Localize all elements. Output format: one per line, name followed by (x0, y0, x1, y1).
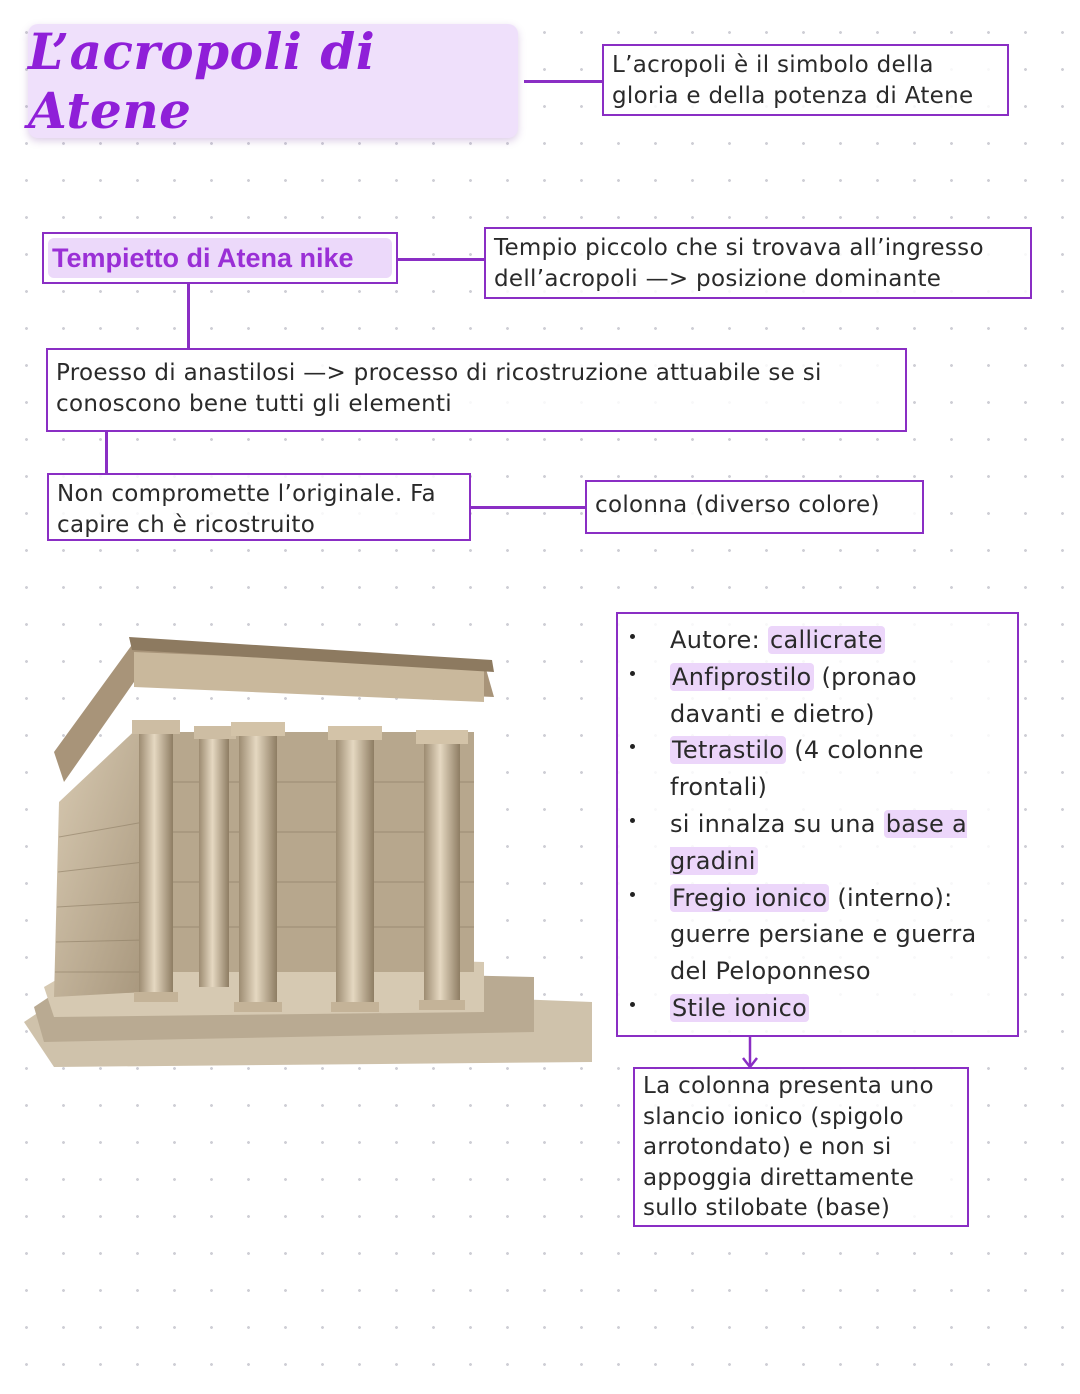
connector-anastilosi (187, 284, 190, 348)
fact-item (626, 990, 1009, 1027)
anastilosi-line1: Proesso di anastilosi —> processo di ricostruzione attuabile se si (56, 360, 822, 386)
anastilosi-line2: conoscono bene tutti gli elementi (56, 391, 452, 417)
fact-highlight: Anfiprostilo (672, 662, 812, 691)
fact-item (626, 659, 1009, 733)
temple-name-box (42, 232, 398, 284)
temple-note-line1: Tempio piccolo che si trovava all’ingresso (494, 235, 984, 261)
column-detail-line5: sullo stilobate (base) (643, 1195, 891, 1221)
column-note (585, 480, 924, 534)
column-note-text: colonna (diverso colore) (595, 492, 880, 518)
title-card (28, 24, 518, 138)
fact-rest: (4 colonne frontali) (670, 736, 924, 802)
fact-highlight: Fregio ionico (672, 883, 828, 912)
fact-highlight: callicrate (769, 626, 883, 654)
acropolis-note-line1: L’acropoli è il simbolo della (612, 52, 934, 78)
temple-note-line2: dell’acropoli —> posizione dominante (494, 266, 942, 292)
original-note (47, 473, 471, 541)
bullet-icon (630, 1002, 635, 1007)
acropolis-note-line2: gloria e della potenza di Atene (612, 83, 974, 109)
facts-list (626, 622, 1009, 1027)
fact-item (626, 806, 1009, 880)
column-detail-line4: appoggia direttamente (643, 1164, 915, 1191)
connector-column (471, 506, 585, 509)
column-detail (633, 1067, 969, 1227)
bullet-icon (630, 634, 635, 639)
bullet-icon (630, 892, 635, 897)
fact-item (626, 880, 1009, 990)
column-detail-line1: La colonna presenta uno (643, 1073, 934, 1099)
arrow-down-icon (740, 1036, 760, 1070)
anastilosi-note (46, 348, 907, 432)
temple-name: Tempietto di Atena nike (48, 238, 392, 278)
fact-item (626, 622, 1009, 659)
fact-prefix: si innalza su una (670, 809, 884, 838)
original-note-line1: Non compromette l’originale. Fa (57, 481, 436, 507)
fact-highlight: Stile ionico (672, 993, 808, 1022)
fact-item (626, 732, 1009, 806)
facts-box (616, 612, 1019, 1037)
fact-highlight: Tetrastilo (672, 736, 785, 765)
fact-rest: (interno): guerre persiane e guerra del Peloponneso (670, 883, 977, 986)
acropolis-note (602, 44, 1009, 116)
bullet-icon (630, 818, 635, 823)
fact-rest: (pronao davanti e dietro) (670, 662, 917, 728)
original-note-line2: capire ch è ricostruito (57, 512, 316, 538)
temple-note (484, 227, 1032, 299)
fact-highlight: base a gradini (670, 809, 968, 875)
bullet-icon (630, 671, 635, 676)
column-detail-line3: arrotondato) e non si (643, 1134, 892, 1160)
page-title: L’acropoli di Atene (28, 22, 376, 140)
connector-temple-note (398, 258, 484, 261)
bullet-icon (630, 744, 635, 749)
connector-title (524, 80, 602, 83)
column-detail-line2: slancio ionico (spigolo (643, 1103, 904, 1130)
connector-original (105, 432, 108, 474)
fact-prefix: Autore: (670, 626, 768, 654)
temple-image (14, 622, 594, 1082)
